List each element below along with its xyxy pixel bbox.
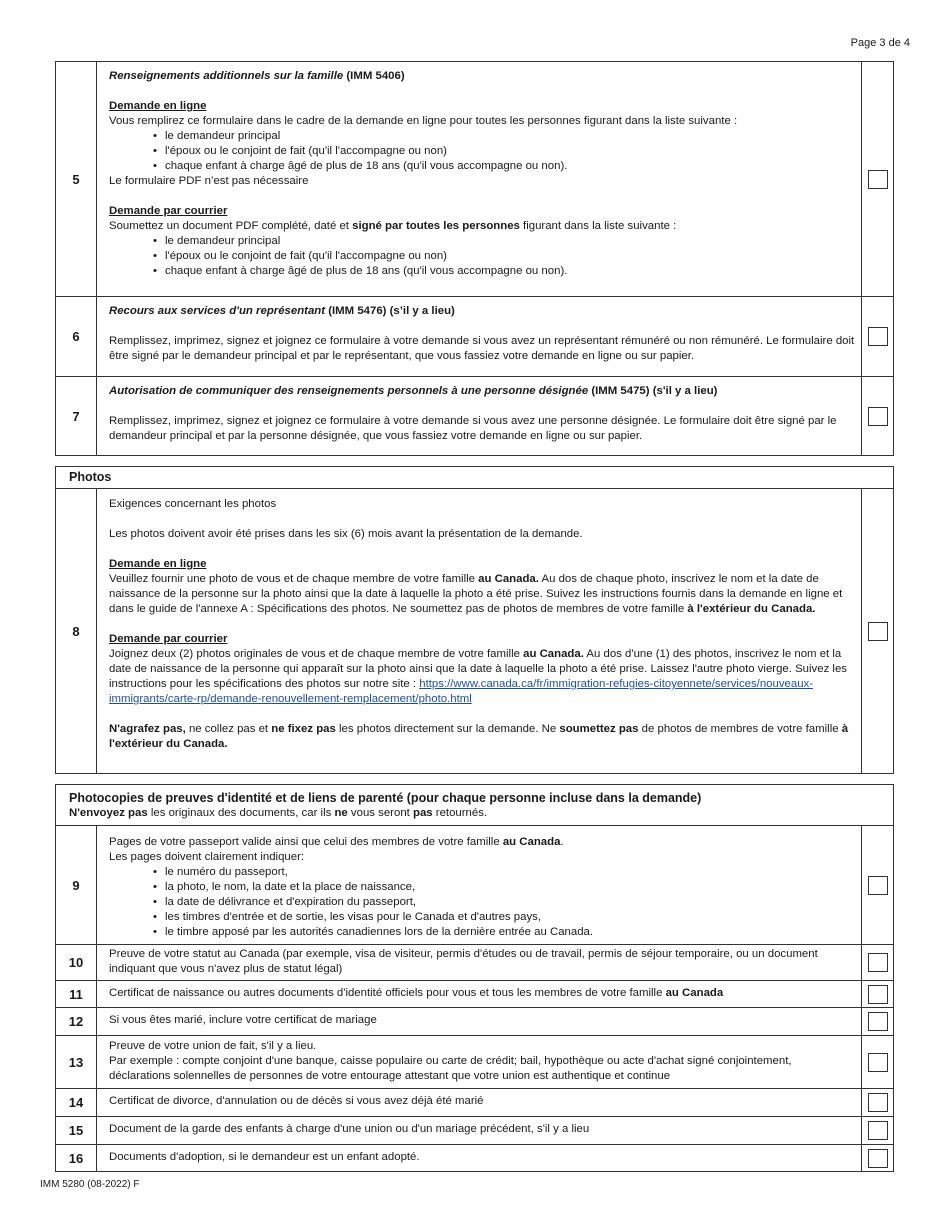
- item-title: Recours aux services d'un représentant (IMM 5476) (s’il y a lieu): [109, 305, 455, 317]
- item-number: 13: [56, 1036, 97, 1088]
- mail-text: Joignez deux (2) photos originales de vous et de chaque membre de votre famille au Canada. Au dos d'une (1) des photos, inscrivez le nom et la date de naissance de la personne qui apparaît sur la photo ainsi que la date à laquelle la photo a été prise. Laissez l'autre photo vierge. Suivez les instructions pour les spécifications des photos sur notre site : https://www.canada.ca/fr/immigration-refugies-citoyennete/services/nouveaux-immigrants/carte-rp/demande-renouvellement-remplacement/photo.html: [109, 648, 847, 705]
- photo-note: N'agrafez pas, ne collez pas et ne fixez pas les photos directement sur la demande. Ne soumettez pas de photos de membres de votre famille à l'extérieur du Canada.: [109, 723, 849, 750]
- checklist-row-16: [56, 1144, 893, 1171]
- mail-text: Soumettez un document PDF complété, daté et signé par toutes les personnes figurant dans la liste suivante :: [109, 220, 677, 232]
- checklist-row-14: [56, 1088, 893, 1116]
- list-item: • l'époux ou le conjoint de fait (qu'il l'accompagne ou non): [153, 144, 855, 159]
- checkbox-item-12[interactable]: [868, 1012, 888, 1031]
- checklist-row-12: [56, 1007, 893, 1035]
- checkbox-item-11[interactable]: [868, 985, 888, 1004]
- item-content: Preuve de votre union de fait, s'il y a lieu. Par exemple : compte conjoint d'une banque, caisse populaire ou carte de crédit; bail, hypothèque ou acte d'achat signé conjointement, déclarations solennelles de personnes de votre entourage attestant que votre union est authentique et continue: [109, 1040, 792, 1082]
- checkbox-item-14[interactable]: [868, 1093, 888, 1112]
- item-number: 7: [56, 377, 97, 455]
- item-number: 8: [56, 489, 97, 773]
- online-text: Veuillez fournir une photo de vous et de chaque membre de votre famille au Canada. Au dos de chaque photo, inscrivez le nom et la date de naissance de la personne sur la photo ainsi que la date à laquelle la photo a été prise. Suivez les instructions fournis dans la demande en ligne et dans le guide de l'annexe A : Spécifications des photos. Ne soumettez pas de photos de membres de votre famille à l'extérieur du Canada.: [109, 573, 843, 615]
- list-item: • le timbre apposé par les autorités canadiennes lors de la dernière entrée au Canada.: [153, 925, 855, 940]
- item-text: Si vous êtes marié, inclure votre certificat de mariage: [109, 1014, 377, 1026]
- checklist-row-13: [56, 1035, 893, 1088]
- checklist-row-8: [56, 488, 893, 773]
- checkbox-item-6[interactable]: [868, 327, 888, 346]
- checklist-row-10: [56, 944, 893, 980]
- list-item: • les timbres d'entrée et de sortie, les visas pour le Canada et d'autres pays,: [153, 910, 855, 925]
- photo-delay: Les photos doivent avoir été prises dans les six (6) mois avant la présentation de la demande.: [109, 528, 583, 540]
- mail-bullets: [153, 234, 855, 279]
- form-code-footer: IMM 5280 (08-2022) F: [40, 1179, 140, 1190]
- passport-bullets: [153, 865, 855, 940]
- item-content: [97, 489, 861, 773]
- list-item: • la date de délivrance et d'expiration du passeport,: [153, 895, 855, 910]
- item-content: [97, 377, 861, 455]
- item-text: Document de la garde des enfants à charge d'une union ou d'un mariage précédent, s'il y a lieu: [109, 1123, 590, 1135]
- list-item: • chaque enfant à charge âgé de plus de 18 ans (qu'il vous accompagne ou non).: [153, 159, 855, 174]
- family-forms-table: [55, 61, 894, 456]
- item-text: Certificat de divorce, d'annulation ou de décès si vous avez déjà été marié: [109, 1095, 484, 1107]
- checkbox-item-13[interactable]: [868, 1053, 888, 1072]
- item-text: Certificat de naissance ou autres documents d'identité officiels pour vous et tous les membres de votre famille au Canada: [109, 987, 724, 999]
- photos-table: [55, 466, 894, 774]
- checkbox-item-7[interactable]: [868, 407, 888, 426]
- item-number: 16: [56, 1145, 97, 1171]
- section-heading-photos: Photos: [69, 470, 112, 484]
- checkbox-item-5[interactable]: [868, 170, 888, 189]
- checklist-row-11: [56, 980, 893, 1007]
- item-title: Autorisation de communiquer des renseignements personnels à une personne désignée (IMM 5475) (s'il y a lieu): [109, 385, 718, 397]
- online-heading: Demande en ligne: [109, 100, 207, 112]
- checkbox-item-8[interactable]: [868, 622, 888, 641]
- item-text: Preuve de votre statut au Canada (par exemple, visa de visiteur, permis d'études ou de travail, permis de séjour temporaire, ou un document indiquant que vous n'avez plus de statut légal): [109, 948, 818, 975]
- online-text: Vous remplirez ce formulaire dans le cadre de la demande en ligne pour toutes les personnes figurant dans la liste suivante :: [109, 115, 738, 127]
- online-heading: Demande en ligne: [109, 558, 207, 570]
- checkbox-item-10[interactable]: [868, 953, 888, 972]
- item-number: 15: [56, 1117, 97, 1144]
- item-number: 12: [56, 1008, 97, 1035]
- item-number: 6: [56, 297, 97, 376]
- item-text: Remplissez, imprimez, signez et joignez ce formulaire à votre demande si vous avez une personne désignée. Le formulaire doit être signé par le demandeur principal et par la personne désignée, que vous fassiez votre demande en ligne ou sur papier.: [109, 415, 837, 442]
- checkbox-item-16[interactable]: [868, 1149, 888, 1168]
- checklist-row-5: [56, 62, 893, 296]
- list-item: • chaque enfant à charge âgé de plus de 18 ans (qu'il vous accompagne ou non).: [153, 264, 855, 279]
- online-note: Le formulaire PDF n’est pas nécessaire: [109, 175, 309, 187]
- item-title: Renseignements additionnels sur la famille (IMM 5406): [109, 70, 405, 82]
- section-heading-copies: Photocopies de preuves d'identité et de liens de parenté (pour chaque personne incluse dans la demande) N'envoyez pas les originaux des documents, car ils ne vous seront pas retournés.: [56, 785, 893, 825]
- item-number: 14: [56, 1089, 97, 1116]
- identity-copies-table: [55, 784, 894, 1172]
- list-item: • le demandeur principal: [153, 234, 855, 249]
- checkbox-item-9[interactable]: [868, 876, 888, 895]
- item-text: Remplissez, imprimez, signez et joignez ce formulaire à votre demande si vous avez un représentant rémunéré ou non rémunéré. Le formulaire doit être signé par le demandeur principal et par le représentant, que vous fassiez votre demande en ligne ou sur papier.: [109, 335, 855, 362]
- item-content: Pages de votre passeport valide ainsi que celui des membres de votre famille au Canada. Les pages doivent clairement indiquer: • le numéro du passeport, • la photo, le nom, la date et la place de naissance, • la date de délivrance et d'expiration du passeport, • les timbres d'entrée et de sortie, les visas pour le Canada et d'autres pays, • le timbre apposé par les autorités canadiennes lors de la dernière entrée au Canada.: [97, 826, 861, 944]
- online-bullets: [153, 129, 855, 174]
- list-item: • la photo, le nom, la date et la place de naissance,: [153, 880, 855, 895]
- item-content: [97, 297, 861, 376]
- item-text: Documents d'adoption, si le demandeur est un enfant adopté.: [109, 1151, 420, 1163]
- item-number: 11: [56, 981, 97, 1007]
- item-content: [97, 62, 861, 296]
- list-item: • le demandeur principal: [153, 129, 855, 144]
- item-number: 9: [56, 826, 97, 944]
- checkbox-item-15[interactable]: [868, 1121, 888, 1140]
- checklist-row-9: [56, 825, 893, 944]
- photo-intro: Exigences concernant les photos: [109, 498, 277, 510]
- mail-heading: Demande par courrier: [109, 205, 228, 217]
- item-number: 10: [56, 945, 97, 980]
- item-number: 5: [56, 62, 97, 296]
- list-item: • le numéro du passeport,: [153, 865, 855, 880]
- page-number: Page 3 de 4: [850, 37, 910, 49]
- mail-heading: Demande par courrier: [109, 633, 228, 645]
- list-item: • l'époux ou le conjoint de fait (qu'il l'accompagne ou non): [153, 249, 855, 264]
- photo-spec-link[interactable]: https://www.canada.ca/fr/immigration-refugies-citoyennete/services/nouveaux-immigrants/carte-rp/demande-renouvellement-remplacement/photo.html: [109, 678, 814, 705]
- checklist-row-7: [56, 376, 893, 455]
- section-subheading: N'envoyez pas les originaux des documents, car ils ne vous seront pas retournés.: [69, 807, 488, 819]
- checklist-row-15: [56, 1116, 893, 1144]
- checklist-row-6: [56, 296, 893, 376]
